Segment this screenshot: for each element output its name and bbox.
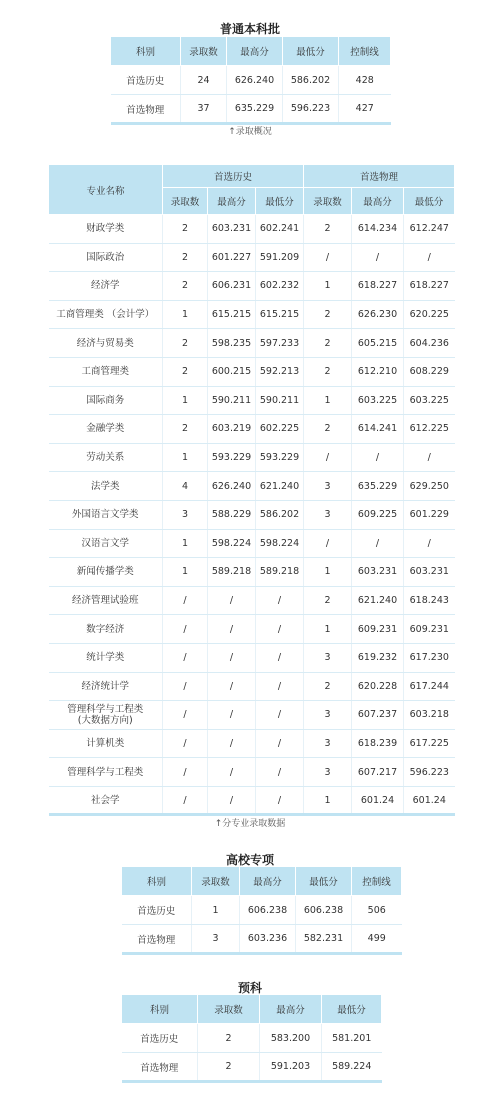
major-name-cell: 国际商务 [49,386,163,415]
special-program-table [121,866,402,955]
table-row [49,300,455,329]
col-header: 录取数 [192,867,240,896]
cell: / [256,701,304,730]
cell: 588.229 [208,500,256,529]
major-name-cell: 经济学 [49,272,163,301]
table-row [49,672,455,701]
cell: 3 [304,643,352,672]
cell: 37 [181,95,227,124]
cell: 612.247 [404,215,455,244]
cell: 626.240 [227,66,283,95]
cell: 590.211 [256,386,304,415]
major-name-cell: 法学类 [49,472,163,501]
section1-caption: ↑录取概况 [228,127,272,137]
col-header: 最高分 [260,995,322,1024]
section4-title: 预科 [237,981,262,995]
major-name-cell: 管理科学与工程类 (大数据方向) [49,701,163,730]
cell: 617.225 [404,729,455,758]
col-header: 最低分 [296,867,352,896]
table-row [49,529,455,558]
cell: 3 [304,472,352,501]
cell: / [304,243,352,272]
cell: 609.231 [404,615,455,644]
cell: 首选物理 [122,1053,198,1082]
table-row [111,66,391,95]
cell: 1 [304,386,352,415]
col-header: 科别 [111,37,181,66]
col-header: 科别 [122,995,198,1024]
cell: 590.211 [208,386,256,415]
cell: 2 [304,357,352,386]
cell: 3 [304,701,352,730]
cell: 626.240 [208,472,256,501]
cell: 586.202 [256,500,304,529]
cell: 首选历史 [111,66,181,95]
cell: / [256,729,304,758]
col-header: 最低分 [283,37,339,66]
table-row [111,95,391,124]
cell: 618.243 [404,586,455,615]
major-name-cell: 计算机类 [49,729,163,758]
cell: 1 [304,272,352,301]
cell: 2 [163,329,208,358]
cell: 602.232 [256,272,304,301]
cell: 1 [192,896,240,925]
cell: / [208,643,256,672]
cell: / [163,615,208,644]
cell: 2 [198,1053,260,1082]
sub-header: 录取数 [163,188,208,215]
group-header-history: 首选历史 [163,165,304,188]
cell: 604.236 [404,329,455,358]
table-row [49,500,455,529]
cell: 首选物理 [111,95,181,124]
sub-header: 录取数 [304,188,352,215]
table-row [49,329,455,358]
major-name-cell: 财政学类 [49,215,163,244]
cell: 603.231 [352,558,404,587]
cell: 3 [304,500,352,529]
section2-caption: ↑分专业录取数据 [214,819,286,829]
cell: 1 [163,558,208,587]
cell: 598.224 [256,529,304,558]
table-row [49,729,455,758]
cell: / [208,672,256,701]
cell: 2 [163,357,208,386]
cell: / [256,615,304,644]
major-name-cell: 社会学 [49,786,163,815]
table-row [49,758,455,787]
cell: 1 [163,386,208,415]
cell: 2 [304,586,352,615]
table-row [122,925,402,954]
section1-title: 普通本科批 [219,22,280,36]
cell: 1 [163,443,208,472]
cell: / [404,529,455,558]
cell: 614.234 [352,215,404,244]
cell: 612.210 [352,357,404,386]
cell: 582.231 [296,925,352,954]
cell: / [208,729,256,758]
cell: / [256,786,304,815]
table-row [49,272,455,301]
cell: 617.230 [404,643,455,672]
major-name-cell: 数字经济 [49,615,163,644]
major-name-cell: 经济与贸易类 [49,329,163,358]
cell: 603.225 [404,386,455,415]
cell: 1 [163,300,208,329]
cell: 602.225 [256,415,304,444]
group-header-physics: 首选物理 [304,165,455,188]
cell: 601.24 [404,786,455,815]
cell: / [352,243,404,272]
cell: 620.225 [404,300,455,329]
cell: / [208,701,256,730]
table-row [49,615,455,644]
cell: 603.236 [240,925,296,954]
cell: 614.241 [352,415,404,444]
cell: 598.235 [208,329,256,358]
cell: / [256,758,304,787]
cell: / [208,615,256,644]
cell: 583.200 [260,1024,322,1053]
table-row [122,1024,382,1053]
cell: 635.229 [227,95,283,124]
cell: 593.229 [256,443,304,472]
cell: 1 [304,558,352,587]
cell: / [163,729,208,758]
cell: / [256,643,304,672]
table-row [49,472,455,501]
cell: 首选历史 [122,1024,198,1053]
cell: 612.225 [404,415,455,444]
cell: / [304,529,352,558]
cell: 591.203 [260,1053,322,1082]
cell: 586.202 [283,66,339,95]
cell: 601.229 [404,500,455,529]
cell: / [304,443,352,472]
cell: 603.231 [208,215,256,244]
sub-header: 最低分 [404,188,455,215]
cell: 596.223 [404,758,455,787]
cell: 581.201 [322,1024,382,1053]
cell: 2 [163,215,208,244]
table-row [49,643,455,672]
cell: 3 [304,729,352,758]
cell: 618.239 [352,729,404,758]
table-row [49,586,455,615]
cell: 428 [339,66,391,95]
sub-header: 最高分 [352,188,404,215]
preparatory-table [121,994,382,1083]
cell: / [404,443,455,472]
cell: 619.232 [352,643,404,672]
cell: 605.215 [352,329,404,358]
cell: 597.233 [256,329,304,358]
major-name-cell: 管理科学与工程类 [49,758,163,787]
cell: 592.213 [256,357,304,386]
table-row [49,443,455,472]
col-header: 最低分 [322,995,382,1024]
cell: 620.228 [352,672,404,701]
cell: 626.230 [352,300,404,329]
cell: / [256,672,304,701]
cell: 606.238 [240,896,296,925]
major-name-cell: 经济统计学 [49,672,163,701]
major-name-cell: 工商管理类 [49,357,163,386]
cell: 609.231 [352,615,404,644]
cell: / [163,643,208,672]
major-name-cell: 汉语言文学 [49,529,163,558]
table-row [49,243,455,272]
cell: / [163,786,208,815]
table-row [122,1053,382,1082]
cell: 603.231 [404,558,455,587]
cell: 506 [352,896,402,925]
cell: 602.241 [256,215,304,244]
cell: 609.225 [352,500,404,529]
cell: / [208,758,256,787]
cell: 618.227 [352,272,404,301]
cell: 607.217 [352,758,404,787]
cell: / [208,586,256,615]
cell: 589.218 [256,558,304,587]
cell: 618.227 [404,272,455,301]
sub-header: 最高分 [208,188,256,215]
cell: 2 [304,329,352,358]
cell: 首选历史 [122,896,192,925]
cell: 615.215 [256,300,304,329]
major-name-cell: 金融学类 [49,415,163,444]
cell: 3 [304,758,352,787]
major-name-cell: 经济管理试验班 [49,586,163,615]
cell: 3 [192,925,240,954]
cell: 603.219 [208,415,256,444]
cell: 606.238 [296,896,352,925]
cell: 2 [163,415,208,444]
cell: 596.223 [283,95,339,124]
col-header: 科别 [122,867,192,896]
cell: 2 [304,672,352,701]
cell: 621.240 [256,472,304,501]
major-admission-table [48,164,455,816]
cell: 598.224 [208,529,256,558]
cell: 589.224 [322,1053,382,1082]
cell: / [163,586,208,615]
cell: 1 [304,786,352,815]
col-header: 最高分 [240,867,296,896]
sub-header: 最低分 [256,188,304,215]
cell: 601.227 [208,243,256,272]
cell: 2 [304,415,352,444]
cell: 2 [163,243,208,272]
cell: 1 [163,529,208,558]
cell: 608.229 [404,357,455,386]
cell: 635.229 [352,472,404,501]
major-name-cell: 国际政治 [49,243,163,272]
cell: 2 [304,300,352,329]
cell: 24 [181,66,227,95]
table-row [49,215,455,244]
cell: / [352,529,404,558]
cell: 603.225 [352,386,404,415]
cell: / [208,786,256,815]
col-header: 录取数 [198,995,260,1024]
cell: 3 [163,500,208,529]
cell: 2 [198,1024,260,1053]
cell: 601.24 [352,786,404,815]
cell: 589.218 [208,558,256,587]
table-row [49,357,455,386]
cell: 600.215 [208,357,256,386]
cell: / [256,586,304,615]
section3-title: 高校专项 [225,853,274,867]
cell: / [163,672,208,701]
table-row [49,701,455,730]
cell: 615.215 [208,300,256,329]
table-row [49,415,455,444]
cell: / [163,758,208,787]
cell: 2 [304,215,352,244]
cell: 4 [163,472,208,501]
cell: 603.218 [404,701,455,730]
major-name-cell: 新闻传播学类 [49,558,163,587]
table-row [49,558,455,587]
table-row [49,786,455,815]
cell: / [352,443,404,472]
cell: / [163,701,208,730]
cell: 621.240 [352,586,404,615]
col-header: 控制线 [352,867,402,896]
major-name-cell: 外国语言文学类 [49,500,163,529]
table-row [122,896,402,925]
cell: 629.250 [404,472,455,501]
admission-summary-table [110,36,391,125]
cell: 593.229 [208,443,256,472]
cell: 617.244 [404,672,455,701]
major-name-cell: 工商管理类 （会计学） [49,300,163,329]
major-name-cell: 统计学类 [49,643,163,672]
cell: 606.231 [208,272,256,301]
major-name-header: 专业名称 [49,165,163,215]
col-header: 控制线 [339,37,391,66]
table-row [49,386,455,415]
cell: 499 [352,925,402,954]
cell: 1 [304,615,352,644]
cell: 591.209 [256,243,304,272]
major-name-cell: 劳动关系 [49,443,163,472]
cell: 607.237 [352,701,404,730]
cell: 2 [163,272,208,301]
col-header: 最高分 [227,37,283,66]
cell: 427 [339,95,391,124]
col-header: 录取数 [181,37,227,66]
cell: 首选物理 [122,925,192,954]
cell: / [404,243,455,272]
